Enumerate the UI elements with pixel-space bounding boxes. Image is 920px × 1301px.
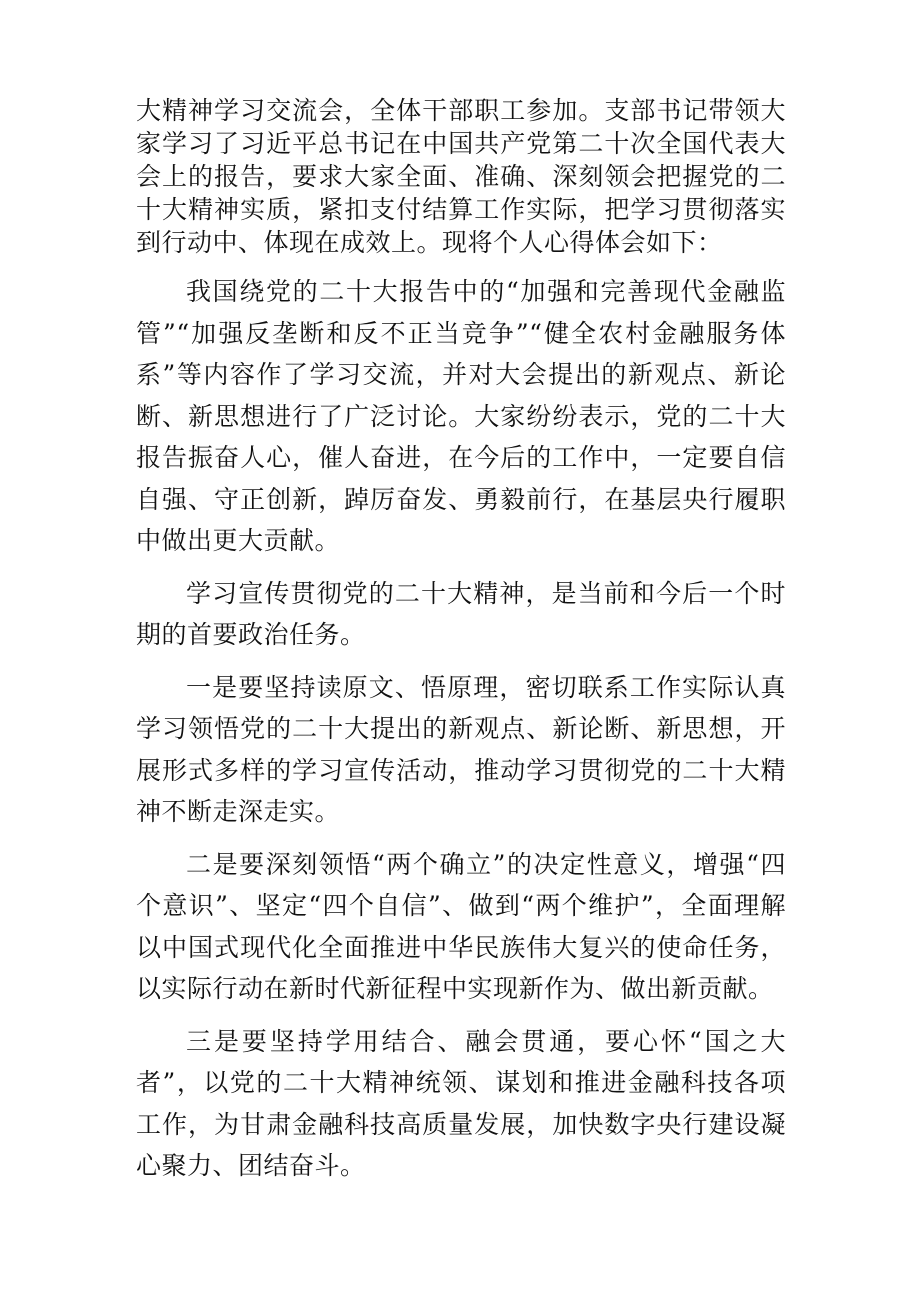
paragraph-point-one: 一是要坚持读原文、悟原理，密切联系工作实际认真学习领悟党的二十大提出的新观点、新论断、新思想，开展形式多样的学习宣传活动，推动学习贯彻党的二十大精神不断走深走实。 bbox=[136, 672, 786, 826]
document-body bbox=[136, 94, 786, 1187]
paragraph-point-two: 二是要深刻领悟“两个确立”的决定性意义，增强“四个意识”、坚定“四个自信”、做到“两个维护”，全面理解以中国式现代化全面推进中华民族伟大复兴的使命任务，以实际行动在新时代新征程中实现新作为、做出新贡献。 bbox=[136, 849, 786, 1003]
paragraph-study-report: 我国绕党的二十大报告中的“加强和完善现代金融监管”“加强反垄断和反不正当竞争”“健全农村金融服务体系”等内容作了学习交流，并对大会提出的新观点、新论断、新思想进行了广泛讨论。大家纷纷表示，党的二十大报告振奋人心，催人奋进，在今后的工作中，一定要自信自强、守正创新，踔厉奋发、勇毅前行，在基层央行履职中做出更大贡献。 bbox=[136, 277, 786, 555]
paragraph-point-three: 三是要坚持学用结合、融会贯通，要心怀“国之大者”，以党的二十大精神统领、谋划和推进金融科技各项工作，为甘肃金融科技高质量发展，加快数字央行建设凝心聚力、团结奋斗。 bbox=[136, 1026, 786, 1180]
paragraph-primary-task: 学习宣传贯彻党的二十大精神，是当前和今后一个时期的首要政治任务。 bbox=[136, 578, 786, 649]
paragraph-intro: 大精神学习交流会，全体干部职工参加。支部书记带领大家学习了习近平总书记在中国共产党第二十次全国代表大会上的报告，要求大家全面、准确、深刻领会把握党的二十大精神实质，紧扣支付结算工作实际，把学习贯彻落实到行动中、体现在成效上。现将个人心得体会如下： bbox=[136, 96, 786, 257]
